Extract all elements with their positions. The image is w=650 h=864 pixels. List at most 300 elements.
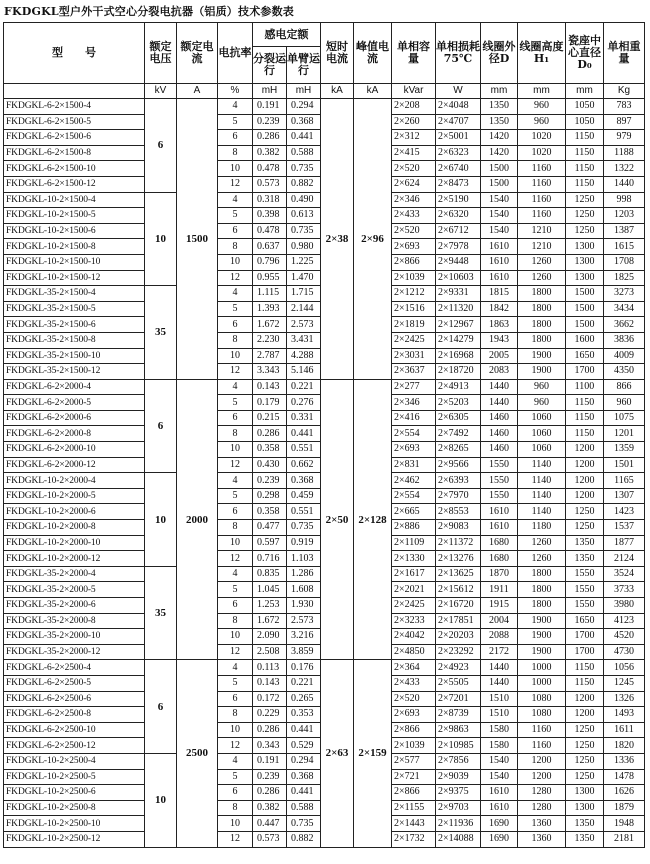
- center-diameter-cell: 1250: [566, 753, 604, 769]
- model-cell: FKDGKL-35-2×2000-6: [4, 598, 145, 614]
- model-cell: FKDGKL-6-2×2500-10: [4, 722, 145, 738]
- center-diameter-cell: 1500: [566, 301, 604, 317]
- center-diameter-cell: 1050: [566, 114, 604, 130]
- model-cell: FKDGKL-35-2×2000-5: [4, 582, 145, 598]
- model-cell: FKDGKL-35-2×2000-10: [4, 629, 145, 645]
- single-arm-inductance-cell: 0.368: [287, 114, 321, 130]
- loss-cell: 2×5001: [436, 130, 481, 146]
- capacity-cell: 2×346: [392, 192, 436, 208]
- outer-diameter-cell: 1500: [481, 176, 518, 192]
- single-arm-inductance-cell: 0.735: [287, 161, 321, 177]
- model-cell: FKDGKL-35-2×1500-6: [4, 317, 145, 333]
- reactance-rate-cell: 12: [218, 831, 253, 847]
- weight-cell: 3434: [604, 301, 645, 317]
- outer-diameter-cell: 1915: [481, 598, 518, 614]
- weight-cell: 1322: [604, 161, 645, 177]
- short-time-current-cell: 2×38: [321, 99, 354, 380]
- loss-cell: 2×4048: [436, 99, 481, 115]
- single-arm-inductance-cell: 0.735: [287, 223, 321, 239]
- model-cell: FKDGKL-10-2×1500-10: [4, 254, 145, 270]
- center-diameter-cell: 1150: [566, 176, 604, 192]
- weight-cell: 3733: [604, 582, 645, 598]
- split-inductance-cell: 0.286: [253, 722, 287, 738]
- single-arm-inductance-cell: 0.176: [287, 660, 321, 676]
- reactance-rate-cell: 12: [218, 644, 253, 660]
- capacity-cell: 2×693: [392, 442, 436, 458]
- loss-cell: 2×11372: [436, 535, 481, 551]
- single-arm-inductance-cell: 0.551: [287, 504, 321, 520]
- coil-height-cell: 1210: [518, 239, 566, 255]
- split-inductance-cell: 0.477: [253, 520, 287, 536]
- coil-height-cell: 1080: [518, 707, 566, 723]
- split-inductance-cell: 0.478: [253, 223, 287, 239]
- split-inductance-cell: 0.286: [253, 426, 287, 442]
- header-model: 型 号: [4, 23, 145, 84]
- weight-cell: 1611: [604, 722, 645, 738]
- model-cell: FKDGKL-10-2×2000-10: [4, 535, 145, 551]
- coil-height-cell: 1140: [518, 488, 566, 504]
- center-diameter-cell: 1300: [566, 254, 604, 270]
- reactance-rate-cell: 6: [218, 130, 253, 146]
- center-diameter-cell: 1150: [566, 395, 604, 411]
- coil-height-cell: 1360: [518, 816, 566, 832]
- center-diameter-cell: 1300: [566, 800, 604, 816]
- coil-height-cell: 1180: [518, 520, 566, 536]
- center-diameter-cell: 1200: [566, 457, 604, 473]
- loss-cell: 2×6740: [436, 161, 481, 177]
- rated-current-cell: 2000: [177, 379, 218, 660]
- outer-diameter-cell: 1500: [481, 161, 518, 177]
- single-arm-inductance-cell: 0.441: [287, 426, 321, 442]
- capacity-cell: 2×577: [392, 753, 436, 769]
- weight-cell: 960: [604, 395, 645, 411]
- outer-diameter-cell: 2088: [481, 629, 518, 645]
- capacity-cell: 2×1617: [392, 566, 436, 582]
- capacity-cell: 2×312: [392, 130, 436, 146]
- header-short-time-current: 短时电流: [321, 23, 354, 84]
- coil-height-cell: 1800: [518, 301, 566, 317]
- reactance-rate-cell: 8: [218, 145, 253, 161]
- coil-height-cell: 1280: [518, 800, 566, 816]
- coil-height-cell: 1080: [518, 691, 566, 707]
- model-cell: FKDGKL-10-2×1500-4: [4, 192, 145, 208]
- single-arm-inductance-cell: 1.103: [287, 551, 321, 567]
- capacity-cell: 2×624: [392, 176, 436, 192]
- outer-diameter-cell: 1420: [481, 130, 518, 146]
- loss-cell: 2×5203: [436, 395, 481, 411]
- reactance-rate-cell: 8: [218, 332, 253, 348]
- split-inductance-cell: 0.573: [253, 176, 287, 192]
- split-inductance-cell: 1.672: [253, 317, 287, 333]
- reactance-rate-cell: 8: [218, 707, 253, 723]
- single-arm-inductance-cell: 1.470: [287, 270, 321, 286]
- outer-diameter-cell: 1580: [481, 738, 518, 754]
- model-cell: FKDGKL-35-2×1500-8: [4, 332, 145, 348]
- center-diameter-cell: 1250: [566, 722, 604, 738]
- split-inductance-cell: 1.672: [253, 613, 287, 629]
- reactance-rate-cell: 10: [218, 535, 253, 551]
- outer-diameter-cell: 1540: [481, 223, 518, 239]
- coil-height-cell: 1160: [518, 176, 566, 192]
- coil-height-cell: 1800: [518, 566, 566, 582]
- single-arm-inductance-cell: 1.930: [287, 598, 321, 614]
- loss-cell: 2×14088: [436, 831, 481, 847]
- single-arm-inductance-cell: 0.441: [287, 722, 321, 738]
- weight-cell: 1326: [604, 691, 645, 707]
- unit-cell: kV: [145, 84, 177, 99]
- model-cell: FKDGKL-35-2×1500-10: [4, 348, 145, 364]
- split-inductance-cell: 0.796: [253, 254, 287, 270]
- weight-cell: 4350: [604, 364, 645, 380]
- split-inductance-cell: 0.318: [253, 192, 287, 208]
- capacity-cell: 2×2425: [392, 332, 436, 348]
- outer-diameter-cell: 1690: [481, 831, 518, 847]
- capacity-cell: 2×415: [392, 145, 436, 161]
- single-arm-inductance-cell: 0.353: [287, 707, 321, 723]
- single-arm-inductance-cell: 0.294: [287, 99, 321, 115]
- unit-cell: mH: [287, 84, 321, 99]
- model-cell: FKDGKL-10-2×2500-10: [4, 816, 145, 832]
- unit-cell: W: [436, 84, 481, 99]
- loss-cell: 2×9863: [436, 722, 481, 738]
- outer-diameter-cell: 1610: [481, 270, 518, 286]
- weight-cell: 1615: [604, 239, 645, 255]
- outer-diameter-cell: 1540: [481, 753, 518, 769]
- outer-diameter-cell: 1680: [481, 551, 518, 567]
- loss-cell: 2×5190: [436, 192, 481, 208]
- split-inductance-cell: 0.172: [253, 691, 287, 707]
- capacity-cell: 2×1155: [392, 800, 436, 816]
- coil-height-cell: 1140: [518, 457, 566, 473]
- weight-cell: 3662: [604, 317, 645, 333]
- reactance-rate-cell: 5: [218, 488, 253, 504]
- loss-cell: 2×11936: [436, 816, 481, 832]
- outer-diameter-cell: 1460: [481, 442, 518, 458]
- loss-cell: 2×20203: [436, 629, 481, 645]
- split-inductance-cell: 0.191: [253, 753, 287, 769]
- capacity-cell: 2×4850: [392, 644, 436, 660]
- reactance-rate-cell: 4: [218, 379, 253, 395]
- center-diameter-cell: 1300: [566, 239, 604, 255]
- model-cell: FKDGKL-10-2×2000-5: [4, 488, 145, 504]
- loss-cell: 2×4923: [436, 660, 481, 676]
- capacity-cell: 2×886: [392, 520, 436, 536]
- reactance-rate-cell: 12: [218, 738, 253, 754]
- reactance-rate-cell: 5: [218, 114, 253, 130]
- unit-cell: A: [177, 84, 218, 99]
- single-arm-inductance-cell: 0.882: [287, 176, 321, 192]
- capacity-cell: 2×3637: [392, 364, 436, 380]
- outer-diameter-cell: 1540: [481, 208, 518, 224]
- coil-height-cell: 1900: [518, 613, 566, 629]
- center-diameter-cell: 1200: [566, 691, 604, 707]
- single-arm-inductance-cell: 0.588: [287, 145, 321, 161]
- outer-diameter-cell: 1680: [481, 535, 518, 551]
- capacity-cell: 2×462: [392, 473, 436, 489]
- weight-cell: 4123: [604, 613, 645, 629]
- coil-height-cell: 1140: [518, 504, 566, 520]
- outer-diameter-cell: 1550: [481, 457, 518, 473]
- unit-cell: mm: [566, 84, 604, 99]
- coil-height-cell: 1900: [518, 348, 566, 364]
- rated-current-cell: 2500: [177, 660, 218, 847]
- capacity-cell: 2×3233: [392, 613, 436, 629]
- loss-cell: 2×10603: [436, 270, 481, 286]
- capacity-cell: 2×4042: [392, 629, 436, 645]
- coil-height-cell: 1280: [518, 785, 566, 801]
- capacity-cell: 2×433: [392, 675, 436, 691]
- split-inductance-cell: 0.637: [253, 239, 287, 255]
- coil-height-cell: 1260: [518, 254, 566, 270]
- weight-cell: 4520: [604, 629, 645, 645]
- loss-cell: 2×7978: [436, 239, 481, 255]
- weight-cell: 1948: [604, 816, 645, 832]
- weight-cell: 3980: [604, 598, 645, 614]
- weight-cell: 1820: [604, 738, 645, 754]
- outer-diameter-cell: 1870: [481, 566, 518, 582]
- capacity-cell: 2×1819: [392, 317, 436, 333]
- coil-height-cell: 1060: [518, 442, 566, 458]
- loss-cell: 2×6712: [436, 223, 481, 239]
- model-cell: FKDGKL-10-2×2500-6: [4, 785, 145, 801]
- split-inductance-cell: 0.343: [253, 738, 287, 754]
- coil-height-cell: 1260: [518, 535, 566, 551]
- coil-height-cell: 1800: [518, 317, 566, 333]
- units-row: [4, 84, 645, 99]
- center-diameter-cell: 1300: [566, 270, 604, 286]
- loss-cell: 2×13625: [436, 566, 481, 582]
- model-cell: FKDGKL-6-2×1500-5: [4, 114, 145, 130]
- single-arm-inductance-cell: 0.276: [287, 395, 321, 411]
- center-diameter-cell: 1100: [566, 379, 604, 395]
- reactance-rate-cell: 12: [218, 457, 253, 473]
- model-cell: FKDGKL-10-2×2000-4: [4, 473, 145, 489]
- unit-cell: kA: [321, 84, 354, 99]
- loss-cell: 2×9331: [436, 286, 481, 302]
- single-arm-inductance-cell: 0.662: [287, 457, 321, 473]
- single-arm-inductance-cell: 0.588: [287, 800, 321, 816]
- single-arm-inductance-cell: 0.441: [287, 785, 321, 801]
- split-inductance-cell: 0.835: [253, 566, 287, 582]
- header-reactance-rate: 电抗率: [218, 23, 253, 84]
- split-inductance-cell: 0.286: [253, 785, 287, 801]
- center-diameter-cell: 1200: [566, 707, 604, 723]
- split-inductance-cell: 0.478: [253, 161, 287, 177]
- coil-height-cell: 1260: [518, 551, 566, 567]
- center-diameter-cell: 1250: [566, 504, 604, 520]
- weight-cell: 866: [604, 379, 645, 395]
- split-inductance-cell: 0.447: [253, 816, 287, 832]
- reactance-rate-cell: 5: [218, 582, 253, 598]
- split-inductance-cell: 0.298: [253, 488, 287, 504]
- coil-height-cell: 1800: [518, 332, 566, 348]
- model-cell: FKDGKL-10-2×1500-8: [4, 239, 145, 255]
- single-arm-inductance-cell: 0.551: [287, 442, 321, 458]
- loss-cell: 2×11320: [436, 301, 481, 317]
- single-arm-inductance-cell: 0.459: [287, 488, 321, 504]
- single-arm-inductance-cell: 1.225: [287, 254, 321, 270]
- center-diameter-cell: 1600: [566, 332, 604, 348]
- reactance-rate-cell: 5: [218, 395, 253, 411]
- center-diameter-cell: 1050: [566, 99, 604, 115]
- outer-diameter-cell: 1540: [481, 192, 518, 208]
- weight-cell: 1056: [604, 660, 645, 676]
- single-arm-inductance-cell: 1.286: [287, 566, 321, 582]
- reactance-rate-cell: 4: [218, 660, 253, 676]
- loss-cell: 2×9375: [436, 785, 481, 801]
- single-arm-inductance-cell: 0.613: [287, 208, 321, 224]
- model-cell: FKDGKL-6-2×2500-4: [4, 660, 145, 676]
- coil-height-cell: 1060: [518, 426, 566, 442]
- coil-height-cell: 1020: [518, 145, 566, 161]
- split-inductance-cell: 0.955: [253, 270, 287, 286]
- capacity-cell: 2×416: [392, 410, 436, 426]
- outer-diameter-cell: 1610: [481, 800, 518, 816]
- reactance-rate-cell: 10: [218, 348, 253, 364]
- coil-height-cell: 1160: [518, 722, 566, 738]
- weight-cell: 979: [604, 130, 645, 146]
- single-arm-inductance-cell: 2.573: [287, 317, 321, 333]
- model-cell: FKDGKL-35-2×1500-12: [4, 364, 145, 380]
- loss-cell: 2×9448: [436, 254, 481, 270]
- capacity-cell: 2×866: [392, 254, 436, 270]
- coil-height-cell: 960: [518, 395, 566, 411]
- weight-cell: 1493: [604, 707, 645, 723]
- outer-diameter-cell: 1842: [481, 301, 518, 317]
- loss-cell: 2×16968: [436, 348, 481, 364]
- center-diameter-cell: 1650: [566, 348, 604, 364]
- loss-cell: 2×17851: [436, 613, 481, 629]
- coil-height-cell: 1160: [518, 738, 566, 754]
- coil-height-cell: 1210: [518, 223, 566, 239]
- single-arm-inductance-cell: 0.265: [287, 691, 321, 707]
- single-arm-inductance-cell: 1.608: [287, 582, 321, 598]
- reactance-rate-cell: 4: [218, 753, 253, 769]
- capacity-cell: 2×831: [392, 457, 436, 473]
- outer-diameter-cell: 2004: [481, 613, 518, 629]
- loss-cell: 2×4913: [436, 379, 481, 395]
- single-arm-inductance-cell: 0.490: [287, 192, 321, 208]
- short-time-current-cell: 2×63: [321, 660, 354, 847]
- capacity-cell: 2×1212: [392, 286, 436, 302]
- unit-cell: Kg: [604, 84, 645, 99]
- header-rated-current: 额定电流: [177, 23, 218, 84]
- weight-cell: 1440: [604, 176, 645, 192]
- capacity-cell: 2×520: [392, 223, 436, 239]
- center-diameter-cell: 1550: [566, 582, 604, 598]
- single-arm-inductance-cell: 1.715: [287, 286, 321, 302]
- reactance-rate-cell: 12: [218, 364, 253, 380]
- center-diameter-cell: 1650: [566, 613, 604, 629]
- capacity-cell: 2×866: [392, 785, 436, 801]
- center-diameter-cell: 1250: [566, 769, 604, 785]
- capacity-cell: 2×1330: [392, 551, 436, 567]
- weight-cell: 1626: [604, 785, 645, 801]
- header-split-operation: 分裂运行: [253, 47, 287, 84]
- capacity-cell: 2×693: [392, 239, 436, 255]
- model-cell: FKDGKL-6-2×1500-8: [4, 145, 145, 161]
- coil-height-cell: 960: [518, 379, 566, 395]
- model-cell: FKDGKL-10-2×1500-12: [4, 270, 145, 286]
- outer-diameter-cell: 2083: [481, 364, 518, 380]
- split-inductance-cell: 2.508: [253, 644, 287, 660]
- rated-current-cell: 1500: [177, 99, 218, 380]
- outer-diameter-cell: 2005: [481, 348, 518, 364]
- coil-height-cell: 1060: [518, 410, 566, 426]
- center-diameter-cell: 1550: [566, 598, 604, 614]
- outer-diameter-cell: 1610: [481, 520, 518, 536]
- single-arm-inductance-cell: 0.735: [287, 816, 321, 832]
- reactance-rate-cell: 8: [218, 613, 253, 629]
- coil-height-cell: 1900: [518, 629, 566, 645]
- model-cell: FKDGKL-6-2×2500-12: [4, 738, 145, 754]
- outer-diameter-cell: 1440: [481, 395, 518, 411]
- model-cell: FKDGKL-35-2×1500-5: [4, 301, 145, 317]
- split-inductance-cell: 0.239: [253, 769, 287, 785]
- outer-diameter-cell: 1610: [481, 785, 518, 801]
- loss-cell: 2×7492: [436, 426, 481, 442]
- single-arm-inductance-cell: 2.573: [287, 613, 321, 629]
- reactance-rate-cell: 10: [218, 254, 253, 270]
- reactance-rate-cell: 6: [218, 785, 253, 801]
- rated-voltage-cell: 10: [145, 473, 177, 567]
- outer-diameter-cell: 1420: [481, 145, 518, 161]
- loss-cell: 2×12967: [436, 317, 481, 333]
- reactance-rate-cell: 4: [218, 566, 253, 582]
- outer-diameter-cell: 1440: [481, 660, 518, 676]
- model-cell: FKDGKL-10-2×2500-12: [4, 831, 145, 847]
- loss-cell: 2×9566: [436, 457, 481, 473]
- capacity-cell: 2×346: [392, 395, 436, 411]
- center-diameter-cell: 1150: [566, 145, 604, 161]
- loss-cell: 2×8265: [436, 442, 481, 458]
- coil-height-cell: 1200: [518, 769, 566, 785]
- center-diameter-cell: 1250: [566, 738, 604, 754]
- loss-cell: 2×18720: [436, 364, 481, 380]
- single-arm-inductance-cell: 0.441: [287, 130, 321, 146]
- split-inductance-cell: 0.286: [253, 130, 287, 146]
- weight-cell: 1537: [604, 520, 645, 536]
- outer-diameter-cell: 1690: [481, 816, 518, 832]
- capacity-cell: 2×3031: [392, 348, 436, 364]
- spec-table: [3, 22, 645, 848]
- rated-voltage-cell: 35: [145, 286, 177, 380]
- model-cell: FKDGKL-6-2×2000-8: [4, 426, 145, 442]
- rated-voltage-cell: 6: [145, 99, 177, 193]
- center-diameter-cell: 1250: [566, 208, 604, 224]
- weight-cell: 783: [604, 99, 645, 115]
- capacity-cell: 2×1039: [392, 738, 436, 754]
- split-inductance-cell: 3.343: [253, 364, 287, 380]
- model-cell: FKDGKL-10-2×2500-8: [4, 800, 145, 816]
- reactance-rate-cell: 12: [218, 270, 253, 286]
- coil-height-cell: 1020: [518, 130, 566, 146]
- center-diameter-cell: 1200: [566, 442, 604, 458]
- split-inductance-cell: 0.716: [253, 551, 287, 567]
- outer-diameter-cell: 1550: [481, 488, 518, 504]
- header-coil-outer-diameter: 线圈外径D: [481, 23, 518, 84]
- weight-cell: 1203: [604, 208, 645, 224]
- loss-cell: 2×6323: [436, 145, 481, 161]
- reactance-rate-cell: 4: [218, 473, 253, 489]
- capacity-cell: 2×1039: [392, 270, 436, 286]
- outer-diameter-cell: 1610: [481, 239, 518, 255]
- unit-cell: mm: [518, 84, 566, 99]
- single-arm-inductance-cell: 3.216: [287, 629, 321, 645]
- header-single-phase-loss: 单相损耗75℃: [436, 23, 481, 84]
- reactance-rate-cell: 4: [218, 286, 253, 302]
- weight-cell: 4009: [604, 348, 645, 364]
